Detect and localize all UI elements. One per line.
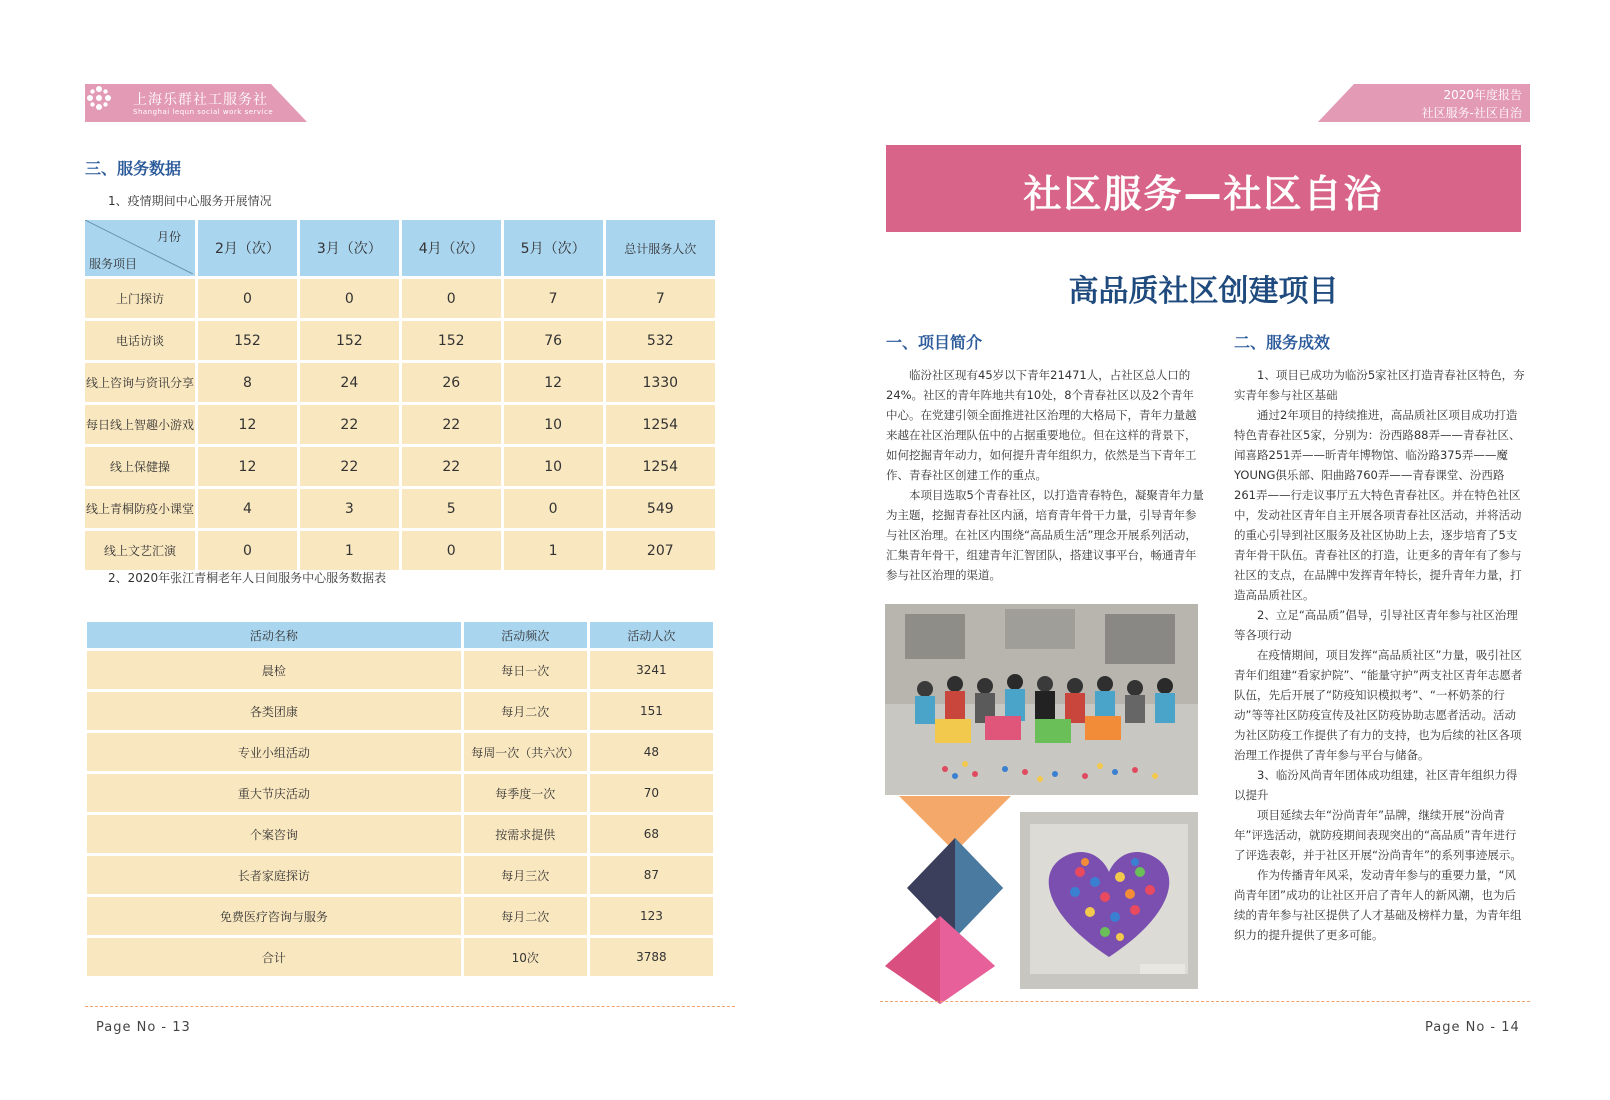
table-cell: 207 [606, 531, 715, 570]
table-row [85, 447, 715, 486]
intro-paragraph: 临汾社区现有45岁以下青年21471人，占社区总人口的24%。社区的青年阵地共有10处，8个青春社区以及2个青年中心。在党建引领全面推进社区治理的大格局下，青年力量越来越在社区治理队伍中的占据重要地位。但在这样的背景下，如何挖掘青年动力，如何提升青年组织力，依然是当下青年工作、青春社区创建工作的重点。 [886, 368, 1197, 482]
table-cell: 10次 [464, 938, 587, 976]
table-cell: 每月二次 [464, 897, 587, 935]
column-header: 2月（次） [198, 220, 297, 276]
table-cell: 每周一次（共六次） [464, 733, 587, 771]
table-cell: 个案咨询 [87, 815, 461, 853]
daycare-service-table [84, 619, 716, 979]
table-cell: 重大节庆活动 [87, 774, 461, 812]
table-cell: 4 [198, 489, 297, 528]
table2-caption: 2、2020年张江青桐老年人日间服务中心服务数据表 [108, 571, 387, 585]
footer-divider-right [880, 1001, 1530, 1002]
table-row [85, 279, 715, 318]
table-cell: 12 [198, 447, 297, 486]
table-cell: 68 [590, 815, 713, 853]
table-row [87, 897, 713, 935]
table-row [85, 489, 715, 528]
table-cell: 10 [504, 405, 603, 444]
results-paragraph: 项目延续去年“汾尚青年”品牌，继续开展“汾尚青年”评选活动，就防疫期间表现突出的“高品质”青年进行了评选表彰，并于社区开展“汾尚青年”的系列事迹展示。 [1234, 808, 1522, 862]
row-label: 线上文艺汇演 [85, 531, 195, 570]
table-cell: 152 [198, 321, 297, 360]
table-cell: 24 [300, 363, 399, 402]
table-cell: 12 [198, 405, 297, 444]
table-cell: 合计 [87, 938, 461, 976]
org-name-en: Shanghai lequn social work service [133, 108, 274, 116]
table-row [85, 531, 715, 570]
header-left-banner [85, 84, 307, 122]
page-number-right: Page No - 14 [1425, 1020, 1520, 1035]
chapter-title: 社区服务—社区自治 [1023, 172, 1384, 216]
table-row [87, 774, 713, 812]
table-cell: 长者家庭探访 [87, 856, 461, 894]
corner-label-item: 服务项目 [89, 257, 138, 271]
table-cell: 按需求提供 [464, 815, 587, 853]
table-cell: 70 [590, 774, 713, 812]
group-photo [885, 604, 1198, 795]
row-label: 上门探访 [85, 279, 195, 318]
header-right-banner [1318, 84, 1530, 122]
table-row [87, 733, 713, 771]
table-cell: 26 [402, 363, 501, 402]
table-row [85, 405, 715, 444]
row-label: 每日线上智趣小游戏 [85, 405, 195, 444]
table-row [87, 856, 713, 894]
results-paragraph: 作为传播青年风采，发动青年参与的重要力量，“风尚青年团”成功的让社区开启了青年人的新风潮，也为后续的青年参与社区提供了人才基础及榜样力量，为青年组织力的提升提供了更多可能。 [1234, 868, 1522, 942]
table-cell: 0 [402, 531, 501, 570]
results-paragraph: 通过2年项目的持续推进，高品质社区项目成功打造特色青春社区5家，分别为：汾西路88弄——青春社区、闻喜路251弄——昕青年博物馆、临汾路375弄——魔YOUNG俱乐部、阳曲路760弄——青春课堂、汾西路261弄——行走议事厅五大特色青春社区。并在特色社区中，发动社区青年自主开展各项青春社区活动，并将活动的重心引导到社区服务及社区协助上去，逐步培育了5支青年骨干队伍。青春社区的打造，让更多的青年有了参与社区的支点，在品牌中发挥青年特长，提升青年力量，打造高品质社区。 [1234, 408, 1522, 602]
project-title: 高品质社区创建项目 [1068, 274, 1339, 309]
table-cell: 1254 [606, 447, 715, 486]
table-cell: 22 [300, 405, 399, 444]
table-cell: 1 [300, 531, 399, 570]
table-corner-cell [85, 220, 195, 276]
column-header: 4月（次） [402, 220, 501, 276]
column-header: 活动人次 [590, 622, 713, 648]
table-cell: 22 [300, 447, 399, 486]
results-paragraph: 1、项目已成功为临汾5家社区打造青春社区特色，夯实青年参与社区基础 [1234, 368, 1525, 402]
table-cell: 5 [402, 489, 501, 528]
epidemic-service-table [82, 217, 718, 573]
corner-label-month: 月份 [156, 230, 181, 244]
table-row [85, 363, 715, 402]
column-header: 总计服务人次 [606, 220, 715, 276]
table-cell: 87 [590, 856, 713, 894]
table1-caption: 1、疫情期间中心服务开展情况 [108, 194, 272, 208]
page-number-left: Page No - 13 [96, 1020, 191, 1035]
table-cell: 0 [198, 531, 297, 570]
table-cell: 每日一次 [464, 651, 587, 689]
table-cell: 151 [590, 692, 713, 730]
table-cell: 1 [504, 531, 603, 570]
row-label: 线上青桐防疫小课堂 [85, 489, 195, 528]
results-paragraph: 2、立足“高品质”倡导，引导社区青年参与社区治理等各项行动 [1234, 608, 1518, 642]
results-text-block [1234, 365, 1526, 945]
column-header: 5月（次） [504, 220, 603, 276]
table-cell: 0 [198, 279, 297, 318]
column-header: 活动名称 [87, 622, 461, 648]
org-name-cn: 上海乐群社工服务社 [133, 92, 268, 108]
table-cell: 22 [402, 447, 501, 486]
table-cell: 549 [606, 489, 715, 528]
table-cell: 7 [504, 279, 603, 318]
table-cell: 1254 [606, 405, 715, 444]
section-title-results: 二、服务成效 [1234, 333, 1331, 352]
table-cell: 8 [198, 363, 297, 402]
table-cell: 每季度一次 [464, 774, 587, 812]
table-row [85, 321, 715, 360]
table-cell: 48 [590, 733, 713, 771]
table-cell: 3 [300, 489, 399, 528]
column-header: 3月（次） [300, 220, 399, 276]
section-title-service-data: 三、服务数据 [85, 159, 182, 178]
table-header-row [85, 220, 715, 276]
table-row [87, 692, 713, 730]
table-cell: 10 [504, 447, 603, 486]
table-cell: 1330 [606, 363, 715, 402]
table-cell: 12 [504, 363, 603, 402]
report-year-label: 2020年度报告 [1443, 88, 1522, 102]
intro-paragraph: 本项目选取5个青春社区，以打造青春特色，凝聚青年力量为主题，挖掘青春社区内涵，培育青年骨干力量，引导青年参与社区治理。在社区内围绕“高品质生活”理念开展系列活动，汇集青年骨干，组建青年汇智团队，搭建议事平台，畅通青年参与社区治理的渠道。 [886, 488, 1204, 582]
row-label: 电话访谈 [85, 321, 195, 360]
table-cell: 7 [606, 279, 715, 318]
table-cell: 每月二次 [464, 692, 587, 730]
column-header: 活动频次 [464, 622, 587, 648]
table-row [87, 815, 713, 853]
table-cell: 3241 [590, 651, 713, 689]
table-cell: 76 [504, 321, 603, 360]
table-cell: 各类团康 [87, 692, 461, 730]
row-label: 线上保健操 [85, 447, 195, 486]
table-cell: 22 [402, 405, 501, 444]
heart-photo [1020, 812, 1198, 989]
table-cell: 免费医疗咨询与服务 [87, 897, 461, 935]
table-row [87, 651, 713, 689]
table-cell: 每月三次 [464, 856, 587, 894]
table-cell: 0 [402, 279, 501, 318]
results-paragraph: 3、临汾风尚青年团体成功组建，社区青年组织力得以提升 [1234, 768, 1518, 802]
flower-logo-icon [85, 84, 113, 112]
table-header-row [87, 622, 713, 648]
report-section-label: 社区服务-社区自治 [1421, 106, 1522, 120]
row-label: 线上咨询与资讯分享 [85, 363, 195, 402]
table-row [87, 938, 713, 976]
decorative-diamonds-icon [885, 796, 1025, 1004]
table-cell: 123 [590, 897, 713, 935]
footer-divider-left [85, 1006, 735, 1007]
table-cell: 152 [300, 321, 399, 360]
table-cell: 532 [606, 321, 715, 360]
results-paragraph: 在疫情期间，项目发挥“高品质社区”力量，吸引社区青年们组建“看家护院”、“能量守护”两支社区青年志愿者队伍，先后开展了“防疫知识模拟考”、“一杯奶茶的行动”等等社区防疫宣传及社区防疫协助志愿者活动。活动为社区防疫工作提供了有力的支持，也为后续的社区各项治理工作提供了青年参与平台与储备。 [1234, 648, 1523, 762]
section-title-intro: 一、项目简介 [886, 333, 983, 352]
table-cell: 专业小组活动 [87, 733, 461, 771]
table-cell: 0 [300, 279, 399, 318]
table-cell: 0 [504, 489, 603, 528]
chapter-banner [886, 145, 1521, 232]
table-cell: 3788 [590, 938, 713, 976]
table-cell: 晨检 [87, 651, 461, 689]
intro-text-block [886, 365, 1204, 585]
table-cell: 152 [402, 321, 501, 360]
